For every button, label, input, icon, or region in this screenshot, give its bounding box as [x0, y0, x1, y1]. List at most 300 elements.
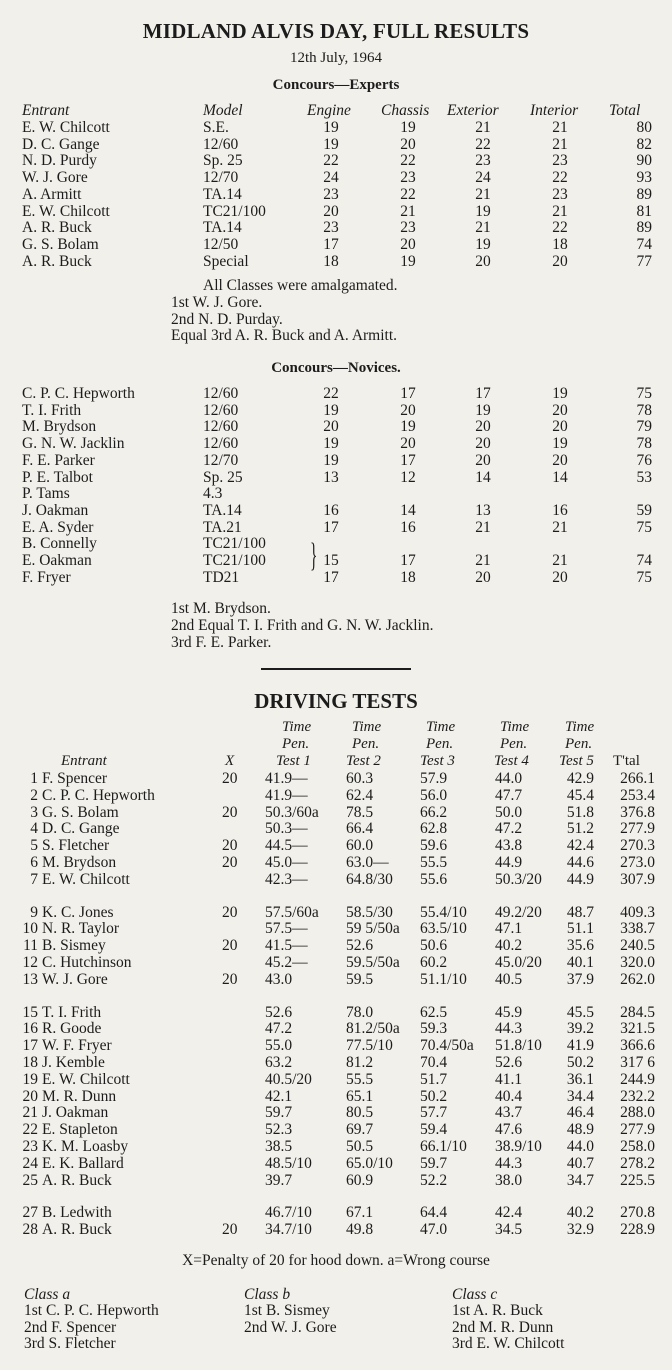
driving-cell: 338.7	[620, 920, 655, 938]
driving-hdr_time-cell: Time	[500, 719, 530, 735]
driving-cell: 50.3—	[265, 820, 308, 838]
novices-cell: 12/70	[203, 451, 239, 469]
experts-cell: 12/60	[203, 135, 239, 153]
experts-result-line: 1st W. J. Gore.	[171, 293, 263, 311]
driving-cell: 7	[30, 870, 38, 888]
novices-cell: 20	[552, 451, 568, 469]
driving-cell: 66.2	[420, 803, 448, 821]
experts-cell: Sp. 25	[203, 152, 243, 170]
novices-cell: TA.21	[203, 518, 242, 536]
class-label: Class c	[452, 1286, 498, 1303]
col-total: Total	[609, 102, 641, 119]
page-title: MIDLAND ALVIS DAY, FULL RESULTS	[142, 19, 530, 43]
driving-cell: 262.0	[620, 970, 655, 988]
experts-cell: 18	[552, 235, 568, 253]
novices-result-line: 1st M. Brydson.	[171, 600, 271, 617]
driving-cell: 51.1	[566, 920, 594, 938]
driving-cell: 39.7	[265, 1171, 293, 1189]
driving-hdr_pen-cell: Pen.	[352, 736, 380, 752]
novices-cell: T. I. Frith	[22, 401, 82, 419]
experts-cell: 23	[552, 185, 568, 203]
col-test: Test 5	[559, 753, 594, 769]
driving-cell: R. Goode	[42, 1020, 102, 1038]
novices-cell: C. P. C. Hepworth	[22, 385, 135, 402]
driving-cell: W. J. Gore	[42, 970, 108, 988]
driving-cell: G. S. Bolam	[42, 803, 119, 821]
novices-cell: 78	[636, 435, 652, 453]
col-entrant: Entrant	[22, 102, 70, 119]
novices-cell: 59	[636, 501, 652, 519]
driving-row	[0, 920, 672, 937]
col-exterior: Exterior	[447, 102, 499, 119]
driving-cell: 78.0	[346, 1003, 374, 1021]
driving-row	[0, 1172, 672, 1189]
col-engine: Engine	[307, 102, 351, 119]
driving-cell: 45.5	[566, 1003, 594, 1021]
driving-cell: 228.9	[620, 1221, 655, 1239]
driving-cell: 240.5	[620, 937, 655, 955]
class-result-line: 1st C. P. C. Hepworth	[24, 1302, 159, 1319]
novices-cell: F. E. Parker	[22, 451, 95, 469]
driving-row	[0, 1054, 672, 1071]
driving-row	[0, 937, 672, 954]
driving-row	[0, 1037, 672, 1054]
driving-cell: 48.7	[566, 903, 594, 921]
experts-cell: 21	[475, 119, 491, 136]
experts-cell: 23	[400, 219, 416, 237]
novices-cell: 20	[475, 451, 491, 469]
novices-cell: 21	[475, 552, 491, 569]
driving-cell: 1	[30, 770, 38, 787]
driving-cell: 51.1/10	[420, 970, 467, 988]
experts-cell: TA.14	[203, 185, 242, 203]
driving-cell: 62.8	[420, 820, 448, 838]
driving-cell: B. Ledwith	[42, 1204, 112, 1222]
driving-cell: 40.7	[566, 1154, 594, 1172]
footnote: X=Penalty of 20 for hood down. a=Wrong course	[182, 1252, 490, 1269]
experts-cell: 20	[323, 202, 339, 220]
driving-cell: 15	[22, 1003, 38, 1021]
driving-cell: 366.6	[620, 1037, 655, 1055]
driving-cell: 20	[222, 970, 238, 988]
driving-cell: 10	[22, 920, 38, 938]
driving-cell: D. C. Gange	[42, 820, 120, 838]
experts-cell: 82	[636, 135, 652, 153]
novices-cell: 4.3	[203, 485, 223, 503]
novices-cell: 18	[400, 568, 416, 586]
novices-cell: 20	[552, 418, 568, 436]
driving-cell: 34.5	[495, 1221, 523, 1239]
experts-cell: 23	[400, 169, 416, 187]
driving-row	[0, 871, 672, 888]
driving-cell: 42.9	[566, 770, 594, 787]
driving-cell: M. R. Dunn	[42, 1087, 117, 1105]
driving-cell: 70.4/50a	[420, 1037, 474, 1055]
experts-cell: Special	[203, 252, 249, 270]
driving-cell: 225.5	[620, 1171, 655, 1189]
novices-row	[0, 569, 672, 586]
experts-row	[0, 119, 672, 136]
driving-row	[0, 1071, 672, 1088]
experts-cell: 12/50	[203, 235, 239, 253]
driving-cell: 57.7	[420, 1104, 448, 1122]
driving-cell: 25	[22, 1171, 38, 1189]
novices-cell: 14	[475, 468, 491, 486]
driving-cell: 38.5	[265, 1138, 293, 1155]
experts-cell: 89	[636, 185, 652, 203]
driving-cell: 62.4	[346, 786, 374, 804]
driving-row	[0, 904, 672, 921]
novices-cell: 13	[475, 501, 491, 519]
driving-cell: 376.8	[620, 803, 655, 821]
novices-cell: 12/60	[203, 418, 239, 436]
driving-cell: 43.7	[495, 1104, 523, 1122]
novices-cell: G. N. W. Jacklin	[22, 435, 125, 453]
experts-cell: 12/70	[203, 169, 239, 187]
driving-cell: 270.8	[620, 1204, 655, 1222]
experts-cell: 20	[552, 252, 568, 270]
experts-cell: A. R. Buck	[22, 252, 92, 270]
col-test: Test 1	[276, 753, 311, 769]
experts-cell: 22	[323, 152, 339, 170]
experts-cell: 22	[400, 152, 416, 170]
novices-cell: TC21/100	[203, 535, 266, 553]
novices-cell: 20	[552, 401, 568, 419]
driving-cell: S. Fletcher	[42, 837, 110, 855]
driving-cell: 66.1/10	[420, 1138, 467, 1155]
driving-cell: 47.2	[495, 820, 523, 838]
novices-cell: 76	[636, 451, 652, 469]
driving-cell: 50.6	[420, 937, 448, 955]
driving-cell: 46.4	[566, 1104, 594, 1122]
driving-cell: 18	[22, 1054, 38, 1071]
experts-cell: E. W. Chilcott	[22, 202, 110, 220]
driving-cell: 232.2	[620, 1087, 655, 1105]
experts-cell: 89	[636, 219, 652, 237]
novices-row	[0, 385, 672, 402]
driving-cell: 63.2	[265, 1054, 293, 1071]
experts-header-row	[0, 102, 672, 119]
driving-cell: 258.0	[620, 1138, 655, 1155]
novices-cell: 20	[475, 418, 491, 436]
driving-cell: 40.2	[566, 1204, 594, 1222]
driving-cell: 20	[222, 837, 238, 855]
experts-cell: S.E.	[203, 119, 229, 136]
novices-row	[0, 552, 672, 569]
driving-cell: 40.5/20	[265, 1070, 312, 1088]
novices-cell: F. Fryer	[22, 568, 71, 586]
novices-cell: E. Oakman	[22, 552, 92, 569]
experts-cell: 21	[475, 185, 491, 203]
driving-cell: 66.4	[346, 820, 374, 838]
experts-cell: TC21/100	[203, 202, 266, 220]
driving-cell: 38.9/10	[495, 1138, 542, 1155]
experts-cell: 21	[400, 202, 416, 220]
driving-cell: 52.6	[346, 937, 374, 955]
col-test: Test 2	[346, 753, 381, 769]
novices-cell: 75	[636, 385, 652, 402]
driving-cell: 22	[22, 1121, 38, 1139]
driving-row	[0, 1088, 672, 1105]
driving-cell: 3	[30, 803, 38, 821]
col-entrant: Entrant	[61, 753, 107, 769]
experts-cell: 93	[636, 169, 652, 187]
novices-result-line: 3rd F. E. Parker.	[171, 633, 272, 651]
novices-cell: 78	[636, 401, 652, 419]
experts-cell: 80	[636, 119, 652, 136]
novices-cell: 17	[323, 568, 339, 586]
driving-cell: 50.5	[346, 1138, 374, 1155]
driving-cell: 51.8/10	[495, 1037, 542, 1055]
novices-cell: 16	[400, 518, 416, 536]
driving-cell: 27	[22, 1204, 38, 1222]
driving-cell: 41.9—	[265, 786, 308, 804]
driving-cell: 20	[222, 937, 238, 955]
novices-row	[0, 469, 672, 486]
novices-cell: 19	[552, 435, 568, 453]
novices-cell: 53	[636, 468, 652, 486]
driving-cell: B. Sismey	[42, 937, 106, 955]
novices-cell: 12/60	[203, 401, 239, 419]
driving-hdr_time-row	[0, 719, 672, 736]
driving-cell: 47.6	[495, 1121, 523, 1139]
driving-cell: N. R. Taylor	[42, 920, 119, 938]
driving-cell: 78.5	[346, 803, 374, 821]
experts-cell: 22	[400, 185, 416, 203]
driving-cell: 32.9	[566, 1221, 594, 1239]
novices-cell: 17	[400, 552, 416, 569]
driving-cell: 48.9	[566, 1121, 594, 1139]
driving-cell: 19	[22, 1070, 38, 1088]
driving-cell: 60.3	[346, 770, 374, 787]
driving-cell: 60.0	[346, 837, 374, 855]
driving-row	[0, 837, 672, 854]
driving-cell: 17	[22, 1037, 38, 1055]
col-interior: Interior	[530, 102, 579, 119]
driving-cell: 59.4	[420, 1121, 448, 1139]
event-date: 12th July, 1964	[290, 50, 382, 66]
novices-cell: 14	[552, 468, 568, 486]
driving-cell: 40.5	[495, 970, 523, 988]
driving-cell: 34.4	[566, 1087, 594, 1105]
novices-cell: 17	[400, 451, 416, 469]
driving-cell: F. Spencer	[42, 770, 108, 787]
driving-cell: 55.4/10	[420, 903, 467, 921]
novices-row	[0, 519, 672, 536]
driving-cell: 60.2	[420, 954, 448, 971]
driving-cell: 44.6	[566, 854, 594, 871]
experts-cell: G. S. Bolam	[22, 235, 99, 253]
novices-cell: TD21	[203, 568, 240, 586]
driving-row	[0, 1155, 672, 1172]
driving-hdr_time-cell: Time	[426, 719, 456, 735]
novices-cell: 19	[552, 385, 568, 402]
col-test: Test 3	[420, 753, 455, 769]
driving-cell: E. W. Chilcott	[42, 870, 130, 888]
experts-row	[0, 219, 672, 236]
driving-cell: 41.9	[566, 1037, 594, 1055]
driving-test-header-row	[0, 753, 672, 770]
driving-cell: J. Oakman	[42, 1104, 109, 1122]
driving-cell: 21	[22, 1104, 38, 1122]
driving-hdr_time-cell: Time	[565, 719, 595, 735]
col-model: Model	[203, 102, 243, 119]
novices-cell: E. A. Syder	[22, 518, 94, 536]
novices-cell: 13	[323, 468, 339, 486]
driving-cell: 59.6	[420, 837, 448, 855]
driving-cell: 81.2	[346, 1054, 374, 1071]
driving-hdr_pen-cell: Pen.	[282, 736, 310, 752]
experts-cell: 77	[636, 252, 652, 270]
driving-cell: 20	[222, 1221, 238, 1239]
driving-cell: T. I. Frith	[42, 1003, 102, 1021]
experts-cell: 24	[475, 169, 491, 187]
driving-cell: 64.8/30	[346, 870, 393, 888]
driving-cell: 45.2—	[265, 954, 308, 971]
experts-cell: 23	[323, 219, 339, 237]
driving-cell: 37.9	[566, 970, 594, 988]
novices-cell: 20	[475, 435, 491, 453]
driving-row	[0, 1121, 672, 1138]
driving-cell: 65.0/10	[346, 1154, 393, 1172]
novices-cell: 17	[400, 385, 416, 402]
novices-cell: 79	[636, 418, 652, 436]
novices-cell: 74	[636, 552, 652, 569]
driving-cell: 49.8	[346, 1221, 374, 1239]
driving-cell: 44.9	[495, 854, 523, 871]
driving-cell: 278.2	[620, 1154, 655, 1172]
driving-cell: 20	[222, 770, 238, 787]
experts-cell: D. C. Gange	[22, 135, 100, 153]
novices-cell: P. Tams	[22, 485, 70, 503]
driving-cell: 59.7	[420, 1154, 448, 1172]
driving-cell: 56.0	[420, 786, 448, 804]
driving-cell: 62.5	[420, 1003, 448, 1021]
experts-result-line: Equal 3rd A. R. Buck and A. Armitt.	[171, 327, 398, 345]
driving-cell: 46.7/10	[265, 1204, 312, 1222]
driving-row	[0, 1020, 672, 1037]
driving-cell: 20	[222, 803, 238, 821]
col-total: T'tal	[613, 753, 640, 769]
experts-cell: 23	[552, 152, 568, 170]
experts-row	[0, 253, 672, 270]
driving-hdr_time-cell: Time	[352, 719, 382, 735]
driving-cell: 58.5/30	[346, 903, 393, 921]
novices-row	[0, 418, 672, 435]
driving-cell: 65.1	[346, 1087, 374, 1105]
novices-result-line: 2nd Equal T. I. Frith and G. N. W. Jacklin.	[171, 616, 434, 634]
driving-cell: 50.2	[420, 1087, 448, 1105]
driving-cell: 42.1	[265, 1087, 293, 1105]
class-result-line: 1st A. R. Buck	[452, 1302, 543, 1319]
experts-row	[0, 203, 672, 220]
driving-row	[0, 1004, 672, 1021]
driving-cell: 52.3	[265, 1121, 293, 1139]
driving-cell: C. Hutchinson	[42, 954, 132, 971]
driving-hdr_pen-cell: Pen.	[565, 736, 593, 752]
driving-cell: 23	[22, 1138, 38, 1155]
driving-hdr_pen-cell: Pen.	[500, 736, 528, 752]
driving-cell: 24	[22, 1154, 38, 1172]
driving-cell: 11	[23, 937, 38, 955]
class-result-line: 2nd F. Spencer	[24, 1318, 117, 1336]
driving-cell: 57.5—	[265, 920, 308, 938]
experts-result-line: 2nd N. D. Purday.	[171, 310, 283, 328]
driving-cell: 50.0	[495, 803, 523, 821]
driving-cell: 13	[22, 970, 38, 988]
experts-cell: 74	[636, 235, 652, 253]
driving-cell: 80.5	[346, 1104, 374, 1122]
novices-cell: 12	[400, 468, 416, 486]
driving-cell: K. M. Loasby	[42, 1138, 129, 1155]
driving-cell: 284.5	[620, 1003, 655, 1021]
driving-cell: 34.7	[566, 1171, 594, 1189]
driving-row	[0, 787, 672, 804]
novices-cell: 75	[636, 518, 652, 536]
experts-cell: W. J. Gore	[22, 169, 88, 187]
driving-cell: 44.9	[566, 870, 594, 888]
class-result-line: 2nd W. J. Gore	[244, 1318, 337, 1336]
experts-cell: 19	[475, 202, 491, 220]
driving-cell: 59.3	[420, 1020, 448, 1038]
novices-row	[0, 452, 672, 469]
driving-row	[0, 971, 672, 988]
novices-row	[0, 402, 672, 419]
col-chassis: Chassis	[381, 102, 430, 119]
novices-cell: 17	[323, 518, 339, 536]
experts-cell: 19	[323, 119, 339, 136]
driving-cell: 41.5—	[265, 937, 308, 955]
driving-cell: 50.2	[566, 1054, 594, 1071]
experts-cell: N. D. Purdy	[22, 152, 97, 170]
driving-cell: 28	[22, 1221, 38, 1239]
novices-row	[0, 435, 672, 452]
driving-cell: 42.4	[495, 1204, 523, 1222]
novices-cell: 20	[552, 568, 568, 586]
novices-cell: 22	[323, 385, 339, 402]
driving-cell: 47.1	[495, 920, 523, 938]
novices-cell: 17	[475, 385, 491, 402]
driving-cell: 40.2	[495, 937, 523, 955]
driving-cell: 43.0	[265, 970, 293, 988]
novices-cell: 12/60	[203, 435, 239, 453]
novices-cell: P. E. Talbot	[22, 468, 93, 486]
experts-cell: E. W. Chilcott	[22, 119, 110, 136]
col-test: Test 4	[494, 753, 529, 769]
driving-cell: E. K. Ballard	[42, 1154, 124, 1172]
novices-cell: 21	[552, 552, 568, 569]
novices-cell: 19	[475, 401, 491, 419]
experts-row	[0, 152, 672, 169]
driving-cell: 59.5	[346, 970, 374, 988]
driving-cell: 52.6	[265, 1003, 293, 1021]
experts-cell: 19	[400, 119, 416, 136]
experts-cell: 18	[323, 252, 339, 270]
driving-cell: A. R. Buck	[42, 1171, 112, 1189]
novices-cell: TC21/100	[203, 552, 266, 569]
experts-cell: 21	[552, 202, 568, 220]
experts-cell: 22	[475, 135, 491, 153]
class-label: Class b	[244, 1286, 291, 1303]
experts-cell: 90	[636, 152, 652, 170]
driving-cell: 55.5	[420, 854, 448, 871]
driving-cell: 44.0	[566, 1138, 594, 1155]
driving-cell: E. Stapleton	[42, 1121, 118, 1139]
driving-cell: 41.1	[495, 1070, 523, 1088]
driving-cell: 60.9	[346, 1171, 374, 1189]
section-divider	[261, 668, 411, 670]
driving-cell: 48.5/10	[265, 1154, 312, 1172]
